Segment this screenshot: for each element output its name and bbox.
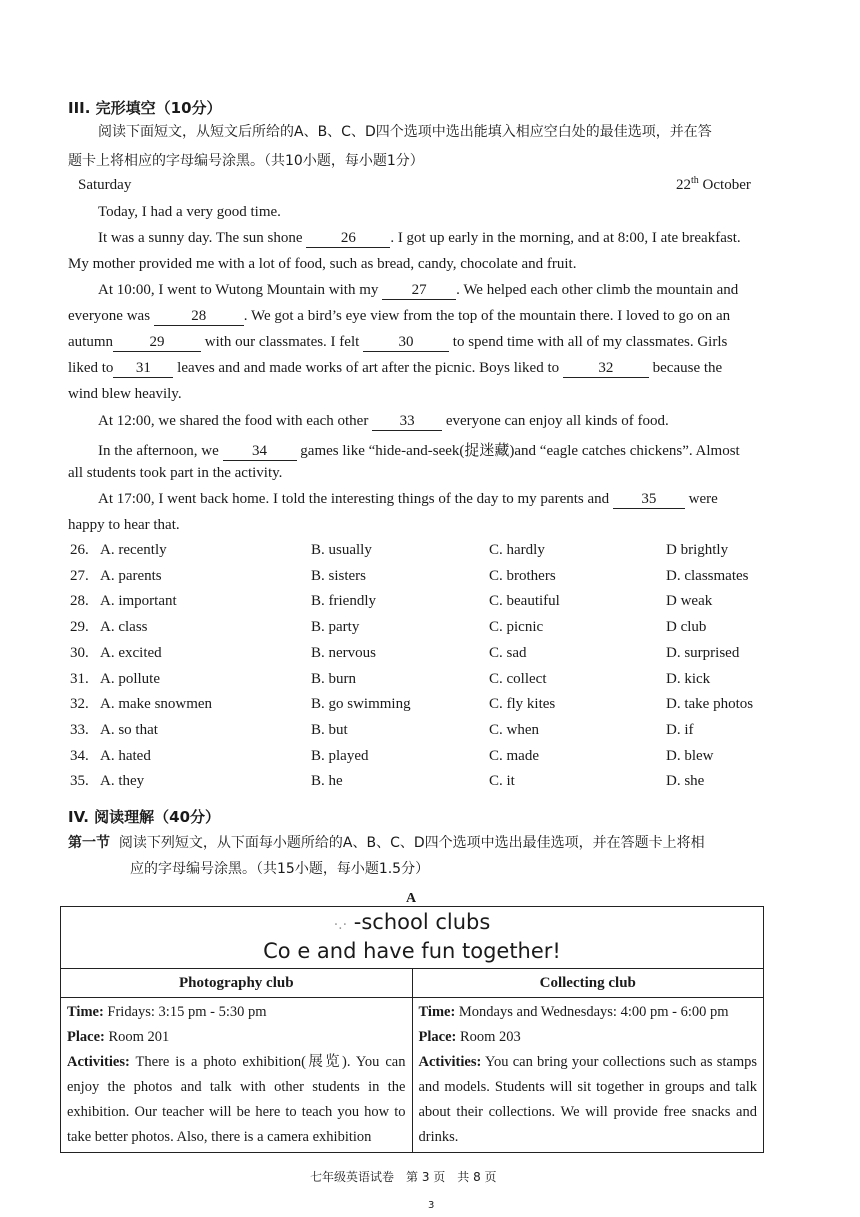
diary-date-suffix: th [691,175,699,186]
option-c: C. picnic [489,619,544,635]
option-a: A. parents [100,568,162,584]
passage-text: . We got a bird’s eye view from the top of the mountain there. I loved to go on an [243,308,731,324]
option-c: C. brothers [489,568,556,584]
diary-date-number: 22 [676,177,691,193]
option-d: D. classmates [666,568,749,584]
option-d: D. if [666,722,694,738]
question-number: 27. [70,568,89,584]
option-c: C. sad [489,645,527,661]
label: Activities: [67,1054,130,1070]
photo-time [67,1000,406,1025]
collecting-club-header: Collecting club [412,969,764,998]
option-d: D. kick [666,671,711,687]
passage-text: It was a sunny day. The sun shone [98,230,303,246]
clubs-banner-line2: Co e and have fun together! [263,939,561,963]
question-number: 31. [70,671,89,687]
passage-line-2 [98,230,741,248]
option-b: B. friendly [311,593,376,609]
option-d: D. surprised [666,645,740,661]
passage-text: In the afternoon, we [98,443,219,459]
label: Place: [418,1029,457,1045]
section-4-instruction-line1 [68,832,705,852]
diary-day: Saturday [78,177,132,193]
option-d: D. she [666,773,705,789]
passage-line-8: wind blew heavily. [68,386,182,402]
smudge-mark: ·.· [333,917,348,933]
option-b: B. go swimming [311,696,411,712]
passage-line-6 [68,334,727,352]
question-number: 32. [70,696,89,712]
option-c: C. made [489,748,539,764]
page-footer: 七年级英语试卷 第 3 页 共 8 页 [310,1170,497,1184]
passage-text: At 12:00, we shared the food with each other [98,413,369,429]
passage-text: to spend time with all of my classmates. Girls [452,334,728,350]
option-b: B. nervous [311,645,376,661]
clubs-table [60,906,764,1153]
passage-text: with our classmates. I felt [204,334,360,350]
question-number: 33. [70,722,89,738]
passage-text: liked to [68,360,114,376]
passage-text: At 10:00, I went to Wutong Mountain with my [98,282,379,298]
photography-club-details [61,998,413,1153]
passage-text: everyone can enjoy all kinds of food. [445,413,669,429]
section-4-part: 第一节 [68,835,110,851]
question-number: 26. [70,542,89,558]
passage-line-3: My mother provided me with a lot of food, such as bread, candy, chocolate and fruit. [68,256,577,272]
option-a: A. recently [100,542,167,558]
option-b: B. but [311,722,348,738]
passage-label: A [406,891,417,906]
value: Room 203 [459,1029,521,1045]
label: Time: [67,1004,104,1020]
option-c: C. beautiful [489,593,560,609]
blank-29: 29 [113,334,201,352]
option-c: C. it [489,773,515,789]
option-c: C. hardly [489,542,545,558]
option-c: C. collect [489,671,547,687]
value: Room 201 [108,1029,170,1045]
option-d: D weak [666,593,713,609]
option-a: A. class [100,619,148,635]
blank-26: 26 [306,230,390,248]
passage-text: were [688,491,718,507]
question-number: 35. [70,773,89,789]
option-a: A. make snowmen [100,696,213,712]
clubs-banner-text: -school clubs [353,910,491,934]
section-3-title: III. 完形填空（10分） [68,99,222,117]
section-4-instruction-text: 阅读下列短文，从下面每小题所给的A、B、C、D四个选项中选出最佳选项，并在答题卡上将相 [118,835,705,851]
option-d: D club [666,619,707,635]
page-number: 3 [428,1200,435,1211]
clubs-banner-line1 [61,909,763,938]
passage-line-4 [98,282,738,300]
passage-line-9 [98,413,669,431]
passage-text: because the [652,360,723,376]
question-number: 28. [70,593,89,609]
question-number: 29. [70,619,89,635]
value: Fridays: 3:15 pm - 5:30 pm [107,1004,267,1020]
question-number: 34. [70,748,89,764]
value: There is a photo exhibition(展览). You can enjoy the photos and talk with other students in the exhibition. Our teacher will be here to teach you how to take better photos. Also, there is a camera exhibition [67,1054,406,1145]
photography-club-header: Photography club [61,969,413,998]
passage-line-7 [68,360,722,378]
option-b: B. burn [311,671,356,687]
diary-date [676,175,751,194]
option-b: B. usually [311,542,372,558]
passage-text: autumn [68,334,113,350]
label: Place: [67,1029,105,1045]
blank-28: 28 [154,308,244,326]
passage-line-12 [98,491,718,509]
option-c: C. fly kites [489,696,556,712]
question-number: 30. [70,645,89,661]
value: You can bring your collections such as stamps and models. Students will sit together in groups and talk about their collections. We will provide free snacks and drinks. [418,1054,757,1145]
passage-line-5 [68,308,730,326]
section-3-instruction-line1: 阅读下面短文，从短文后所给的A、B、C、D四个选项中选出能填入相应空白处的最佳选项，并在答 [98,124,712,140]
option-a: A. important [100,593,177,609]
section-4-instruction-line2: 应的字母编号涂黑。（共15小题，每小题1.5分） [130,861,430,877]
option-b: B. he [311,773,343,789]
photo-place [67,1025,406,1050]
option-d: D. take photos [666,696,754,712]
passage-line-11: all students took part in the activity. [68,465,283,481]
option-d: D. blew [666,748,714,764]
value: Mondays and Wednesdays: 4:00 pm - 6:00 pm [458,1004,729,1020]
collect-time [419,1000,758,1025]
blank-27: 27 [382,282,456,300]
option-b: B. party [311,619,360,635]
passage-text: leaves and and made works of art after the picnic. Boys liked to [177,360,560,376]
option-c: C. when [489,722,539,738]
option-a: A. hated [100,748,151,764]
collecting-club-details [412,998,764,1153]
passage-line-10 [98,439,740,461]
option-a: A. they [100,773,145,789]
option-a: A. excited [100,645,162,661]
blank-34: 34 [223,443,297,461]
option-a: A. so that [100,722,158,738]
blank-31: 31 [113,360,173,378]
passage-text: . We helped each other climb the mountain and [456,282,739,298]
blank-32: 32 [563,360,649,378]
label: Activities: [418,1054,482,1070]
blank-33: 33 [372,413,442,431]
passage-text: games like “hide-and-seek(捉迷藏)and “eagle catches chickens”. Almost [300,443,740,459]
passage-text: everyone was [68,308,151,324]
option-a: A. pollute [100,671,160,687]
blank-30: 30 [363,334,449,352]
passage-line-1: Today, I had a very good time. [98,204,281,220]
clubs-banner [61,907,764,969]
blank-35: 35 [613,491,685,509]
section-4-title: IV. 阅读理解（40分） [68,808,221,826]
passage-text: At 17:00, I went back home. I told the interesting things of the day to my parents and [98,491,610,507]
option-d: D brightly [666,542,729,558]
section-3-instruction-line2: 题卡上将相应的字母编号涂黑。（共10小题，每小题1分） [68,153,424,169]
photo-activities [67,1050,406,1150]
option-b: B. sisters [311,568,367,584]
option-b: B. played [311,748,369,764]
diary-date-month: October [702,177,751,193]
collect-activities [419,1050,758,1150]
collect-place [419,1025,758,1050]
passage-line-13: happy to hear that. [68,517,180,533]
label: Time: [418,1004,456,1020]
passage-text: . I got up early in the morning, and at 8:00, I ate breakfast. [390,230,741,246]
